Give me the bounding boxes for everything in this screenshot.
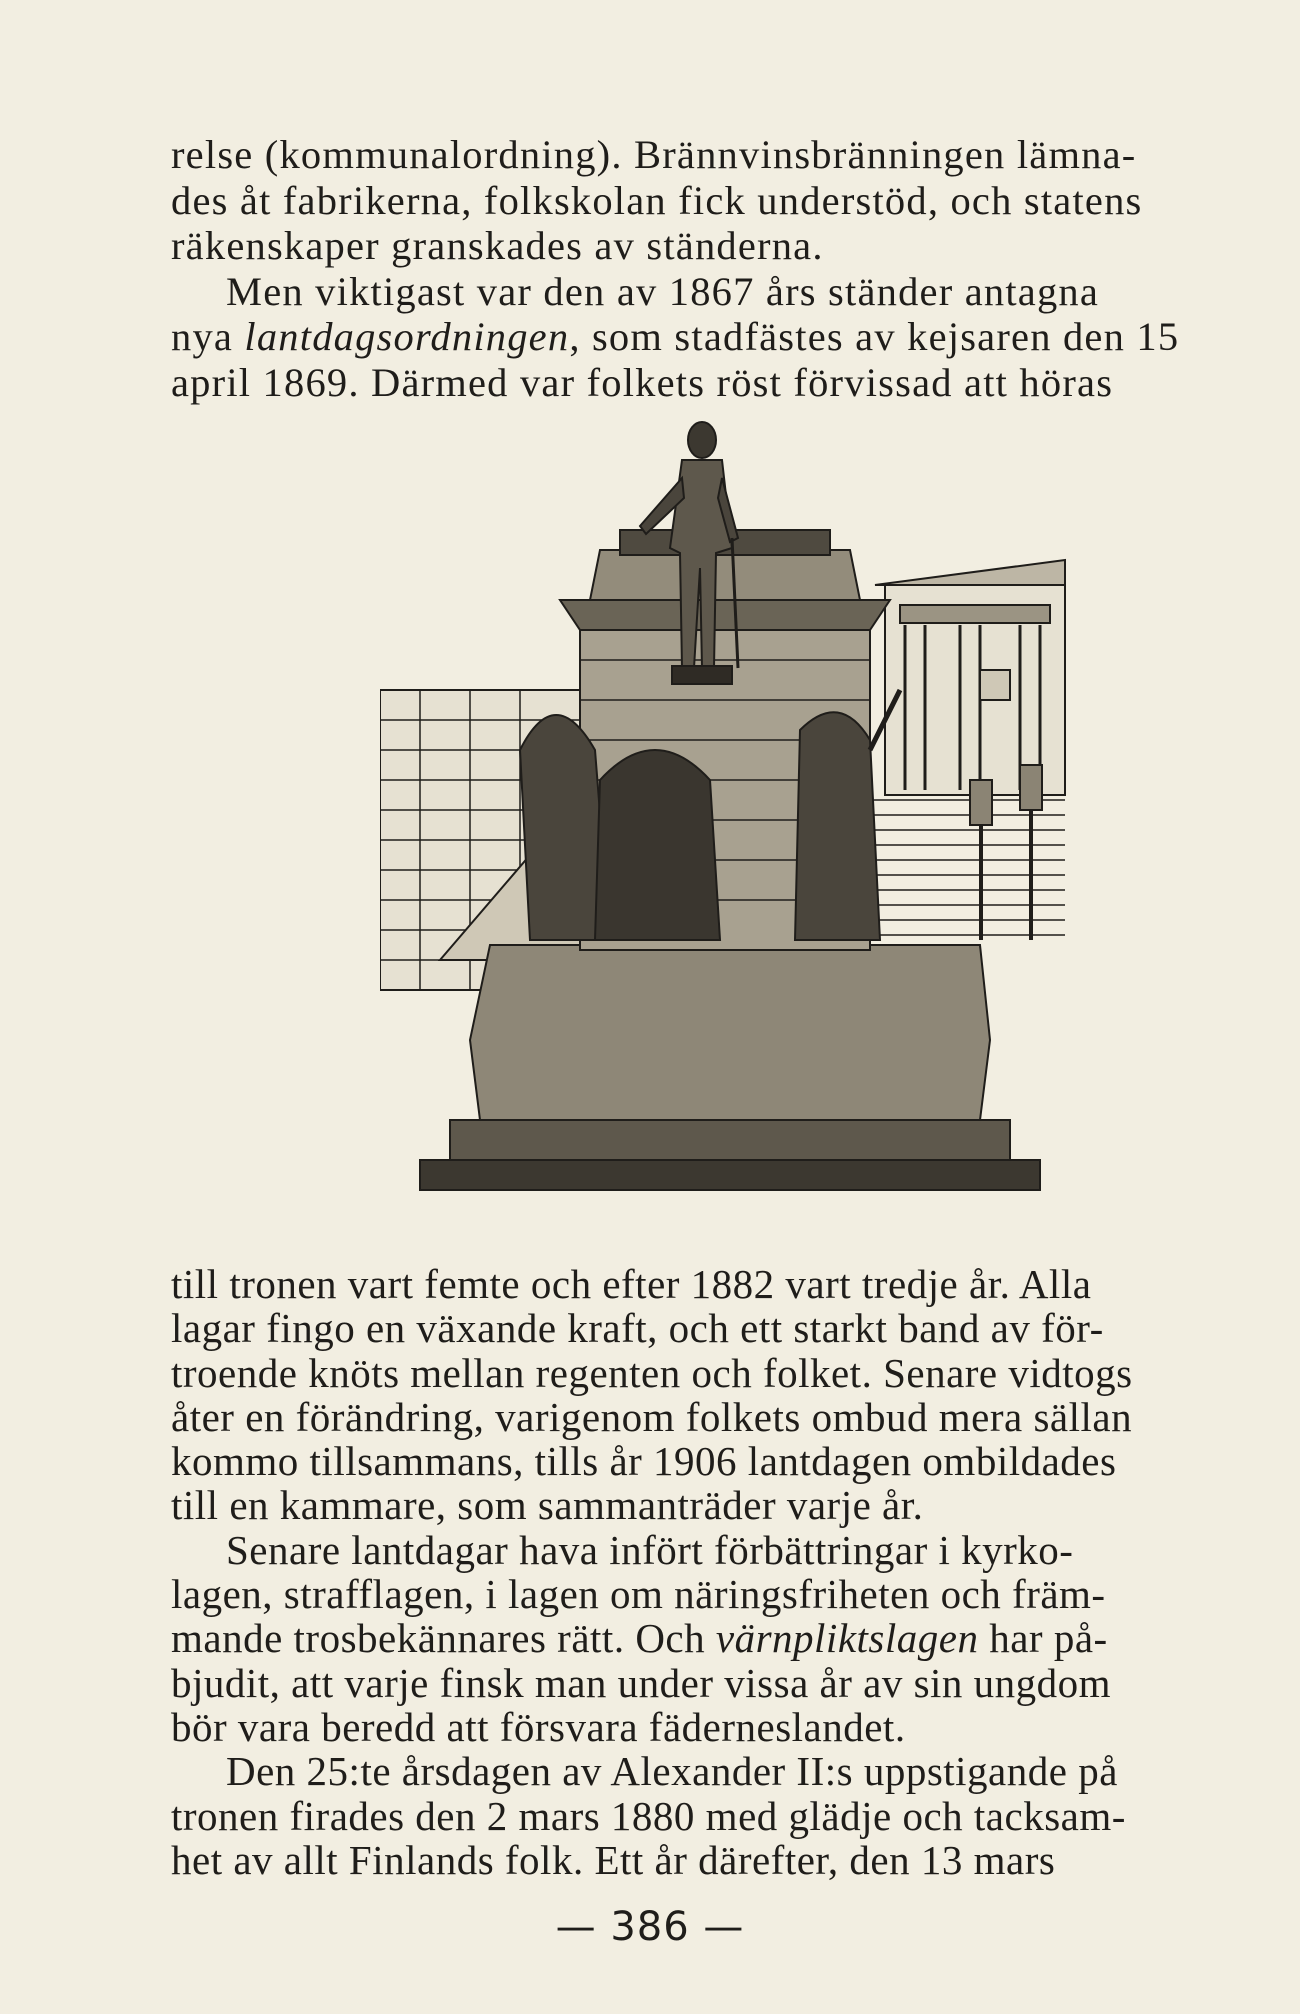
text-block-bottom: [171, 1262, 1271, 1882]
text-line: bjudit, att varje finsk man under vissa år av sin ungdom: [171, 1659, 1112, 1706]
text-line: troende knöts mellan regenten och folket. Senare vidtogs: [171, 1349, 1133, 1396]
text-line: Den 25:te årsdagen av Alexander II:s uppstigande på: [226, 1748, 1118, 1795]
text-line: relse (kommunalordning). Brännvinsbränningen lämna-: [171, 132, 1137, 177]
text-fragment: har på-: [978, 1615, 1108, 1662]
text-line: till tronen vart femte och efter 1882 vart tredje år. Alla: [171, 1261, 1092, 1307]
text-line: kommo tillsammans, tills år 1906 lantdagen ombildades: [171, 1438, 1117, 1485]
text-line: åter en förändring, varigenom folkets ombud mera sällan: [171, 1393, 1133, 1440]
text-line: räkenskaper granskades av ständerna.: [171, 223, 824, 268]
text-block-top: [171, 132, 1271, 405]
text-line: tronen firades den 2 mars 1880 med glädje och tacksam-: [171, 1792, 1126, 1839]
text-line: het av allt Finlands folk. Ett år därefter, den 13 mars: [171, 1836, 1056, 1883]
text-line: [171, 1616, 1271, 1660]
text-line: april 1869. Därmed var folkets röst förvissad att höras: [171, 359, 1114, 405]
page-number: — 386 —: [555, 1904, 745, 1950]
text-line: des åt fabrikerna, folkskolan fick understöd, och statens: [171, 177, 1143, 223]
text-line: Senare lantdagar hava infört förbättringar i kyrko-: [226, 1526, 1074, 1573]
text-line: till en kammare, som sammanträder varje år.: [171, 1482, 924, 1529]
italic-term: värnpliktslagen: [715, 1615, 979, 1662]
text-fragment: mande trosbekännares rätt. Och: [171, 1615, 716, 1662]
italic-term: lantdagsordningen: [244, 314, 570, 359]
text-fragment: , som stadfästes av kejsaren den 15: [569, 314, 1180, 359]
text-line: bör vara beredd att försvara fäderneslandet.: [171, 1703, 906, 1750]
text-line: lagar fingo en växande kraft, och ett starkt band av för-: [171, 1305, 1104, 1352]
text-line: lagen, strafflagen, i lagen om näringsfriheten och främ-: [171, 1571, 1106, 1618]
text-line: Men viktigast var den av 1867 års ständer antagna: [226, 268, 1100, 314]
statue-figure: [620, 418, 780, 688]
text-line: [171, 314, 1271, 360]
text-fragment: nya: [171, 314, 245, 359]
